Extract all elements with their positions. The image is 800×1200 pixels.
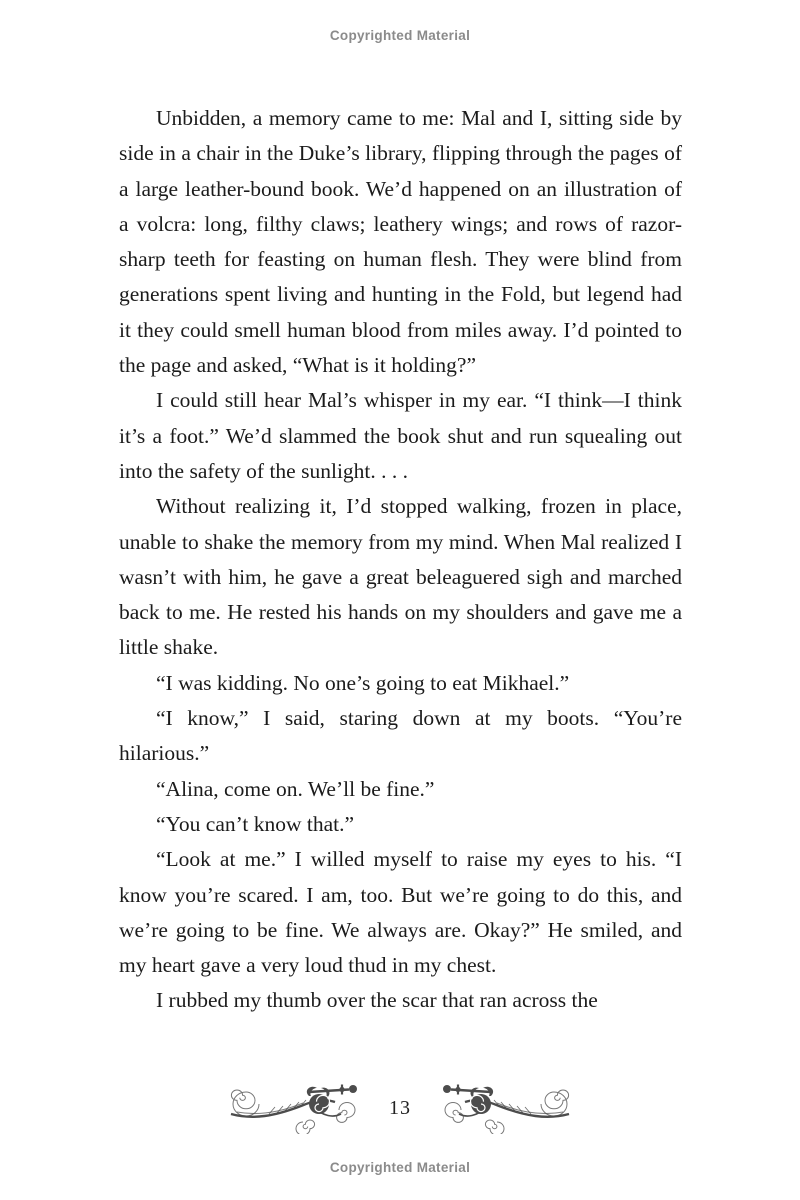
paragraph: I rubbed my thumb over the scar that ran across the <box>156 988 598 1013</box>
paragraph: “I was kidding. No one’s going to eat Mikhael.” <box>156 670 570 695</box>
paragraph: Without realizing it, I’d stopped walking, frozen in place, unable to shake the memory from my mind. When Mal realized I wasn’t with him, he gave a great beleaguered sigh and marched back to me. He rested his hands on my shoulders and gave me a little shake. <box>119 494 682 660</box>
copyright-notice-bottom: Copyrighted Material <box>329 1160 471 1175</box>
flourish-right-icon <box>427 1078 577 1134</box>
paragraph: “You can’t know that.” <box>156 811 355 836</box>
copyright-notice-top: Copyrighted Material <box>329 28 471 43</box>
paragraph: “I know,” I said, staring down at my boots. “You’re hilarious.” <box>119 706 682 766</box>
paragraph: Unbidden, a memory came to me: Mal and I, sitting side by side in a chair in the Duke’s library, flipping through the pages of a large leather-bound book. We’d happened on an illustration of a volcra: long, filthy claws; leathery wings; and rows of razor-sharp teeth for feasting on human flesh. They were blind from generations spent living and hunting in the Fold, but legend had it they could smell human blood from miles away. I’d pointed to the page and asked, “What is it holding?” <box>119 106 682 378</box>
flourish-left-icon <box>223 1078 373 1134</box>
paragraph: I could still hear Mal’s whisper in my ear. “I think—I think it’s a foot.” We’d slammed the book shut and run squealing out into the safety of the sunlight. . . . <box>119 388 682 483</box>
paragraph: “Alina, come on. We’ll be fine.” <box>156 776 435 801</box>
page-number: 13 <box>389 1096 411 1119</box>
paragraph: “Look at me.” I willed myself to raise my eyes to his. “I know you’re scared. I am, too. But we’re going to do this, and we’re going to be fine. We always are. Okay?” He smiled, and my heart gave a very loud thud in my chest. <box>119 847 682 978</box>
body-text <box>119 101 682 1019</box>
page-footer <box>0 1076 800 1136</box>
